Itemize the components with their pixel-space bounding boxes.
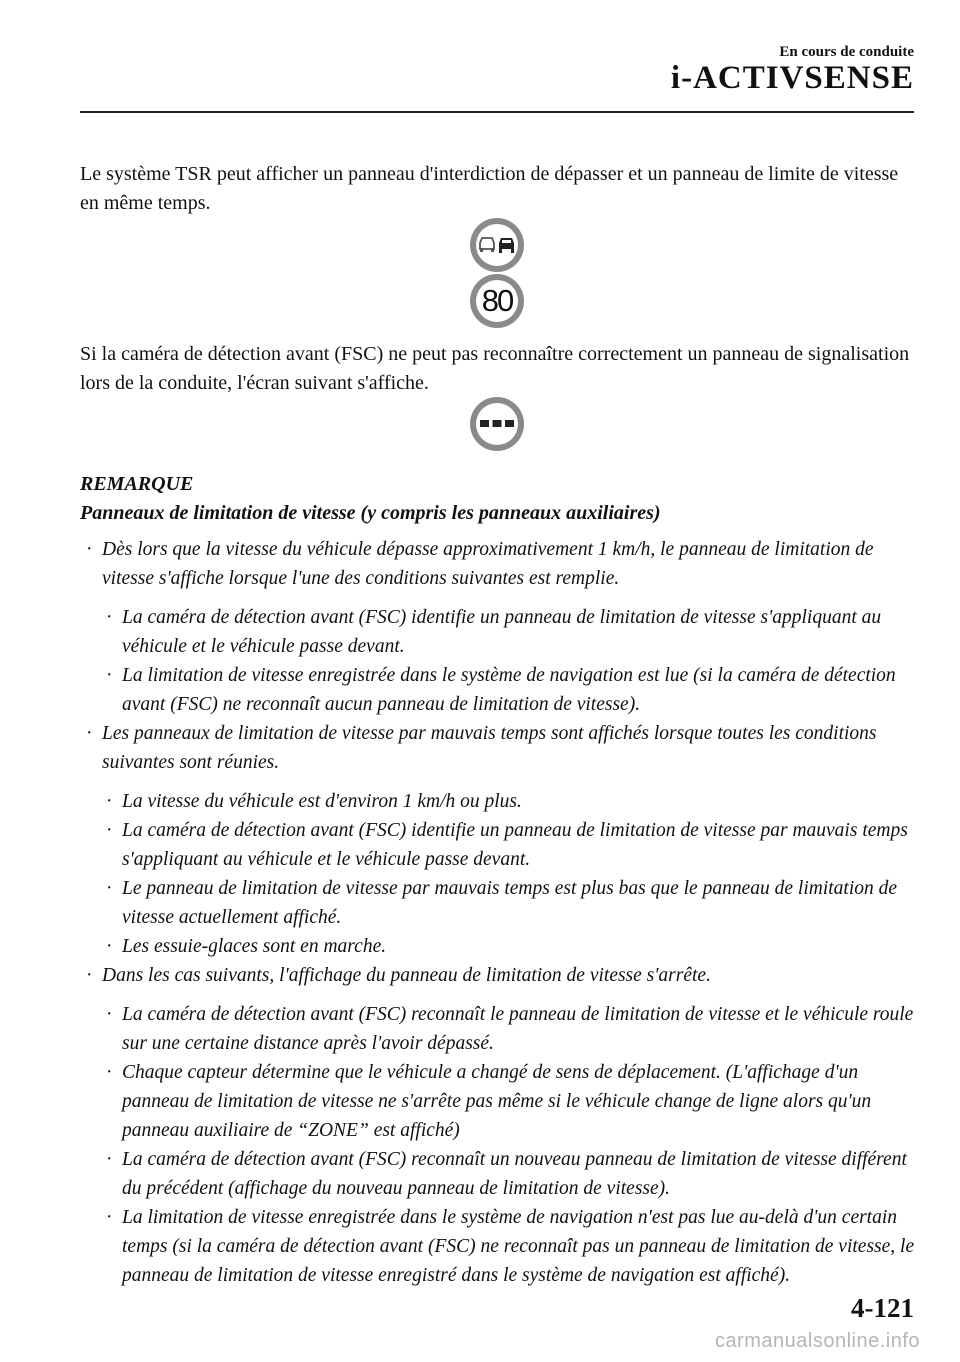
list-item: · Les panneaux de limitation de vitesse par mauvais temps sont affichés lorsque toutes les conditions suivantes sont réunies.: [86, 723, 877, 773]
intro-paragraph-2: Si la caméra de détection avant (FSC) ne peut pas reconnaître correctement un panneau de signalisation lors de la conduite, l'écran suivant s'affiche.: [80, 343, 910, 394]
list-item: · La limitation de vitesse enregistrée dans le système de navigation est lue (si la caméra de détection avant (FSC) ne reconnaît aucun panneau de limitation de vitesse).: [106, 665, 896, 715]
list-item: · La limitation de vitesse enregistrée dans le système de navigation n'est pas lue au-delà d'un certain temps (si la caméra de détection avant (FSC) ne reconnaît pas un panneau de limitation de vitesse, le panneau de limitation de vitesse enregistré dans le système de navigation est affiché).: [106, 1207, 915, 1286]
list-item: · La caméra de détection avant (FSC) reconnaît un nouveau panneau de limitation de vitesse différent du précédent (affichage du nouveau panneau de limitation de vitesse).: [106, 1149, 907, 1199]
list-item: · Les essuie-glaces sont en marche.: [106, 936, 387, 957]
intro-paragraph-1: Le système TSR peut afficher un panneau d'interdiction de dépasser et un panneau de limite de vitesse en même temps.: [80, 163, 899, 214]
no-overtaking-sign-icon: [468, 216, 526, 274]
list-item: · Chaque capteur détermine que le véhicule a changé de sens de déplacement. (L'affichage d'un panneau de limitation de vitesse ne s'arrête pas même si le véhicule change de ligne alors qu'un panneau auxiliaire de “ZONE” est affiché): [106, 1062, 872, 1141]
note-list: [80, 535, 920, 1290]
list-item: · La caméra de détection avant (FSC) identifie un panneau de limitation de vitesse s'appliquant au véhicule et le véhicule passe devant.: [106, 607, 882, 657]
list-item: · Dans les cas suivants, l'affichage du panneau de limitation de vitesse s'arrête.: [86, 965, 711, 986]
header-chapter-title: i-ACTIVSENSE: [670, 60, 914, 96]
header-section: En cours de conduite: [779, 44, 914, 60]
list-item: · La vitesse du véhicule est d'environ 1 km/h ou plus.: [106, 791, 522, 812]
speed-limit-sign-icon: [468, 272, 526, 330]
list-item: · La caméra de détection avant (FSC) reconnaît le panneau de limitation de vitesse et le véhicule roule sur une certaine distance après l'avoir dépassé.: [106, 1004, 914, 1054]
watermark: carmanualsonline.info: [714, 1330, 920, 1352]
page-number: 4-121: [851, 1293, 914, 1323]
speed-limit-value: 80: [481, 283, 513, 318]
list-item: · Le panneau de limitation de vitesse par mauvais temps est plus bas que le panneau de limitation de vitesse actuellement affiché.: [106, 878, 898, 928]
list-item: · La caméra de détection avant (FSC) identifie un panneau de limitation de vitesse par mauvais temps s'appliquant au véhicule et le véhicule passe devant.: [106, 820, 908, 870]
note-label: REMARQUE: [80, 473, 194, 495]
header-rule: [80, 111, 914, 113]
note-title: Panneaux de limitation de vitesse (y compris les panneaux auxiliaires): [80, 502, 661, 524]
list-item: · Dès lors que la vitesse du véhicule dépasse approximativement 1 km/h, le panneau de limitation de vitesse s'affiche lorsque l'une des conditions suivantes est remplie.: [86, 539, 874, 589]
unrecognized-sign-icon: [468, 395, 526, 453]
